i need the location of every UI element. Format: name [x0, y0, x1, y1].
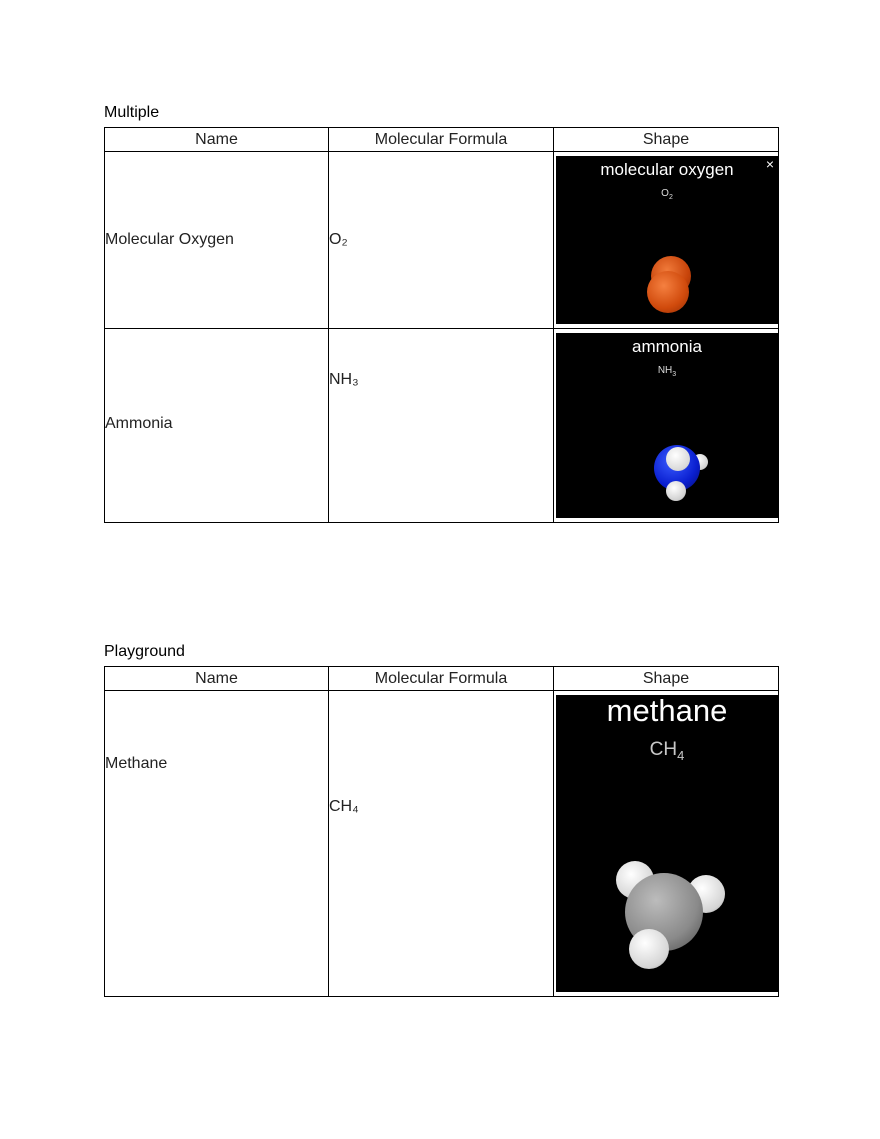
shape-cell: [554, 152, 779, 329]
viewer-formula: $CH_4$: [649, 739, 685, 763]
molecule-formula: CH₄: [329, 691, 554, 997]
viewer-title: methane: [606, 695, 728, 728]
molecule-name: Molecular Oxygen: [105, 152, 329, 329]
molecule-3d-viewer[interactable]: [556, 333, 778, 518]
hydrogen-atom: [666, 481, 686, 501]
table-header-row: [105, 667, 779, 691]
molecule-formula: O₂: [329, 152, 554, 329]
column-header-name: Name: [105, 667, 329, 691]
oxygen-atom: [647, 271, 689, 313]
molecule-3d-viewer[interactable]: [556, 695, 778, 992]
section-title-playground: Playground: [104, 643, 185, 660]
section-title-multiple: Multiple: [104, 104, 160, 121]
table-row: [105, 329, 779, 523]
molecule-name: Ammonia: [105, 329, 329, 523]
molecule-formula: NH₃: [329, 329, 554, 523]
hydrogen-atom: [629, 929, 669, 969]
table-row: [105, 691, 779, 997]
molecule-table-multiple: [104, 127, 779, 523]
viewer-formula: $NH_3$: [657, 365, 677, 378]
molecule-table-playground: [104, 666, 779, 997]
shape-cell: [554, 691, 779, 997]
table-row: [105, 152, 779, 329]
viewer-formula: $O_2$: [661, 188, 673, 201]
shape-cell: [554, 329, 779, 523]
close-icon[interactable]: ×: [765, 156, 774, 172]
column-header-shape: Shape: [554, 667, 779, 691]
molecule-name: Methane: [105, 691, 329, 997]
viewer-title: ammonia: [632, 337, 702, 356]
table-header-row: [105, 128, 779, 152]
column-header-shape: Shape: [554, 128, 779, 152]
viewer-title: molecular oxygen: [600, 160, 734, 179]
hydrogen-atom: [666, 447, 690, 471]
molecule-3d-viewer[interactable]: [556, 156, 778, 324]
column-header-formula: Molecular Formula: [329, 667, 554, 691]
column-header-formula: Molecular Formula: [329, 128, 554, 152]
column-header-name: Name: [105, 128, 329, 152]
